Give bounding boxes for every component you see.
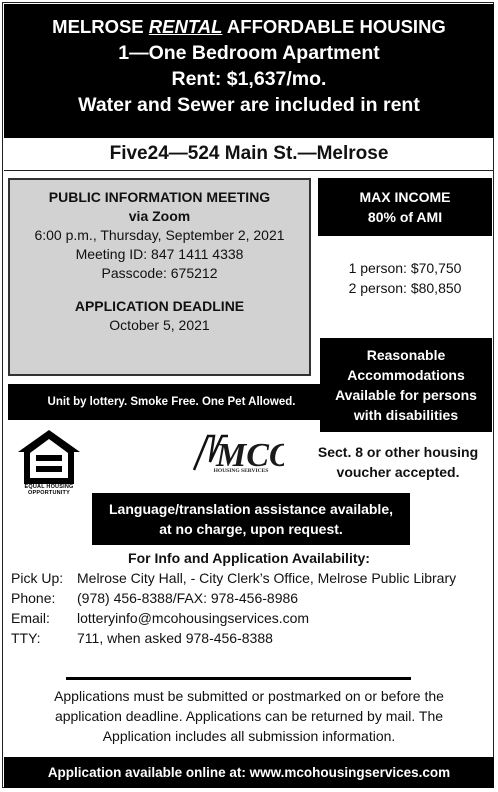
equal-housing-logo-text	[14, 484, 84, 496]
meeting-id: Meeting ID: 847 1411 4338	[75, 246, 244, 262]
deadline-date: October 5, 2021	[109, 317, 210, 333]
contact-label: Phone:	[11, 590, 56, 606]
language-line: Language/translation assistance available,	[109, 501, 393, 517]
language-line: at no charge, upon request.	[159, 521, 343, 537]
max-income-subtitle: 80% of AMI	[367, 209, 443, 225]
header-utilities: Water and Sewer are included in rent	[78, 94, 420, 116]
accommodations-line: Accommodations	[347, 367, 465, 383]
flyer-header	[4, 4, 494, 138]
max-income-title: MAX INCOME	[359, 189, 451, 205]
deadline-title: APPLICATION DEADLINE	[74, 298, 245, 314]
income-limits	[318, 258, 492, 298]
contact-value: (978) 456-8388/FAX: 978-456-8986	[77, 590, 299, 606]
eho-text-line: EQUAL HOUSING	[24, 484, 74, 490]
eho-text-line: OPPORTUNITY	[28, 490, 70, 496]
contact-label: TTY:	[11, 630, 41, 646]
accommodations-box	[320, 338, 492, 432]
contact-label: Email:	[11, 610, 50, 626]
accommodations-line: with disabilities	[353, 407, 459, 423]
header-rent: Rent: $1,637/mo.	[171, 68, 327, 90]
contact-list	[11, 568, 481, 648]
info-meeting-box	[8, 178, 311, 376]
lottery-banner: Unit by lottery. Smoke Free. One Pet Allowed.	[8, 384, 335, 420]
language-assistance-box	[92, 493, 410, 545]
income-limit-row: 1 person: $70,750	[348, 260, 462, 276]
header-unit-type: 1—One Bedroom Apartment	[118, 42, 380, 64]
header-title: MELROSE RENTAL AFFORDABLE HOUSING	[52, 16, 446, 37]
accommodations-line: Available for persons	[335, 387, 477, 403]
meeting-platform: via Zoom	[128, 208, 191, 224]
section8-notice	[302, 442, 494, 482]
contact-row-tty	[11, 628, 481, 648]
section-divider	[66, 677, 411, 680]
contact-row-pickup	[11, 568, 481, 588]
accommodations-line: Reasonable	[366, 347, 446, 363]
contact-label: Pick Up:	[11, 570, 64, 586]
section8-line: voucher accepted.	[336, 464, 460, 480]
header-rental-emphasis: RENTAL	[148, 16, 223, 37]
submission-instructions: Applications must be submitted or postmarked on or before the application deadline. Applications can be returned by mail. The Application includes all submission information.	[54, 688, 444, 744]
meeting-title: PUBLIC INFORMATION MEETING	[48, 189, 271, 205]
property-address: Five24—524 Main St.—Melrose	[4, 138, 494, 171]
meeting-time: 6:00 p.m., Thursday, September 2, 2021	[34, 227, 285, 243]
mco-logo-subtitle: HOUSING SERVICES	[213, 468, 269, 474]
info-heading: For Info and Application Availability:	[128, 550, 370, 566]
income-limit-row: 2 person: $80,850	[348, 280, 462, 296]
contact-value: 711, when asked 978-456-8388	[77, 630, 273, 646]
contact-row-email	[11, 608, 481, 628]
contact-value: lotteryinfo@mcohousingservices.com	[77, 610, 310, 626]
section8-line: Sect. 8 or other housing	[317, 444, 479, 460]
mco-logo-letters: MC	[216, 437, 269, 472]
contact-row-phone	[11, 588, 481, 608]
contact-value: Melrose City Hall, - City Clerk’s Office, Melrose Public Library	[77, 570, 457, 586]
online-application-footer: Application available online at: www.mcohousingservices.com	[4, 757, 494, 788]
meeting-passcode: Passcode: 675212	[101, 265, 218, 281]
max-income-box	[318, 178, 492, 236]
